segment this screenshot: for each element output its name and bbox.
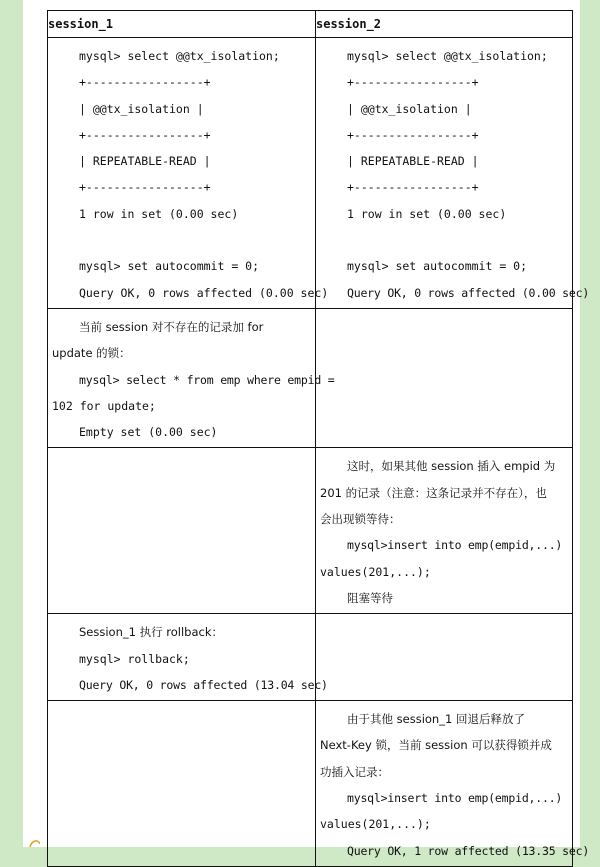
code-line: | @@tx_isolation | [347, 101, 472, 116]
code-line: mysql> select * from emp where empid = [79, 372, 335, 387]
code-line: +-----------------+ [347, 127, 479, 142]
code-line: values(201,...); [320, 564, 431, 579]
code-line: +-----------------+ [347, 180, 479, 195]
code-line: +-----------------+ [79, 127, 211, 142]
table-header-row [48, 11, 573, 38]
code-line: 1 row in set (0.00 sec) [79, 206, 239, 221]
code-line: mysql> rollback; [79, 651, 190, 666]
session-comparison-table [47, 10, 590, 867]
code-line: | REPEATABLE-READ | [79, 154, 211, 169]
code-line: | REPEATABLE-READ | [347, 154, 479, 169]
text-line: Session_1 执行 rollback： [79, 625, 223, 640]
text-line: 201 的记录（注意：这条记录并不存在），也 [320, 485, 547, 500]
text-line: update 的锁： [52, 346, 131, 361]
code-line: mysql> select @@tx_isolation; [347, 49, 548, 63]
row2-session2-cell-empty [316, 308, 573, 447]
code-line: mysql>insert into emp(empid,...) [347, 538, 563, 553]
code-line: Query OK, 0 rows affected (0.00 sec) [347, 285, 590, 300]
code-line: +-----------------+ [79, 180, 211, 195]
code-line: Empty set (0.00 sec) [79, 425, 218, 440]
text-line: 功插入记录： [320, 764, 389, 779]
table-row [48, 701, 573, 867]
row3-session1-cell-empty [48, 448, 316, 614]
code-line: mysql>insert into emp(empid,...) [347, 791, 563, 806]
code-line: 102 for update; [52, 398, 156, 413]
code-line: | @@tx_isolation | [79, 101, 204, 116]
blank-line [48, 227, 315, 253]
header-session-1: session_1 [48, 11, 316, 38]
code-line: mysql> set autocommit = 0; [347, 259, 528, 274]
row5-session1-cell-empty [48, 701, 316, 867]
code-line: +-----------------+ [347, 75, 479, 90]
row4-session2-cell-empty [316, 614, 573, 701]
code-line: values(201,...); [320, 817, 431, 832]
row1-session2-cell [316, 38, 590, 309]
text-line: 会出现锁等待： [320, 512, 401, 527]
text-line: 阻塞等待 [347, 590, 393, 605]
text-line: 这时，如果其他 session 插入 empid 为 [347, 459, 556, 474]
row4-session1-cell [48, 614, 328, 701]
row1-session1-cell [48, 38, 329, 309]
code-line: mysql> set autocommit = 0; [79, 259, 260, 274]
table-row [48, 614, 573, 701]
code-line: Query OK, 0 rows affected (0.00 sec) [79, 285, 329, 300]
row2-session1-cell [48, 308, 335, 447]
row5-session2-cell [316, 701, 590, 867]
code-line: Query OK, 0 rows affected (13.04 sec) [79, 677, 328, 692]
table-row [48, 38, 573, 309]
table-row [48, 448, 573, 614]
header-session-2: session_2 [316, 11, 573, 38]
text-line: 当前 session 对不存在的记录加 for [79, 319, 264, 334]
code-line: mysql> select @@tx_isolation; [79, 49, 280, 63]
text-line: Next-Key 锁，当前 session 可以获得锁并成 [320, 738, 552, 753]
document-page [23, 0, 590, 858]
code-line: Query OK, 1 row affected (13.35 sec) [347, 843, 590, 858]
page-corner-mark-icon [0, 830, 40, 847]
text-line: 由于其他 session_1 回退后释放了 [347, 712, 525, 727]
table-row [48, 308, 573, 447]
row3-session2-cell [316, 448, 573, 614]
blank-line [316, 227, 572, 253]
code-line: +-----------------+ [79, 75, 211, 90]
code-line: 1 row in set (0.00 sec) [347, 206, 507, 221]
